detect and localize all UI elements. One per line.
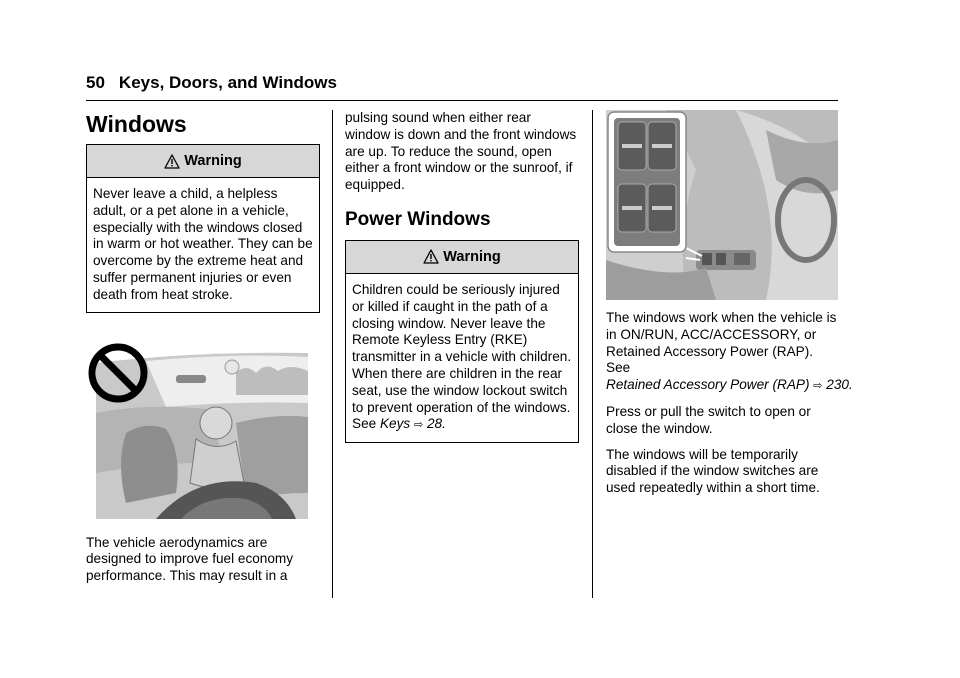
page-header xyxy=(86,71,838,101)
warning-label: Warning xyxy=(184,153,242,169)
warning-header xyxy=(87,145,319,178)
child-in-vehicle-illustration xyxy=(86,343,308,519)
switch-instructions-text: Press or pull the switch to open or close the window. xyxy=(606,403,811,436)
window-switches-illustration xyxy=(606,110,838,300)
windows-operation-text: The windows work when the vehicle is in ON/RUN, ACC/ACCESSORY, or Retained Accessory Power (RAP). See Retained Accessory Power (RAP) ⇨ 230. xyxy=(606,310,853,393)
column-1 xyxy=(86,110,320,585)
warning-text: Never leave a child, a helpless adult, or a pet alone in a vehicle, especially with the windows closed in warm or hot weather. They can be overcome by the extreme heat and suffer permanent injuries or even death from heat stroke. xyxy=(93,186,313,302)
warning-label: Warning xyxy=(443,248,501,265)
warning-box xyxy=(86,144,320,313)
temporary-disable-text: The windows will be temporarily disabled if the window switches are used repeatedly within a short time. xyxy=(606,446,820,496)
page-reference[interactable]: Retained Accessory Power (RAP) ⇨ 230. xyxy=(606,377,853,393)
warning-header xyxy=(346,241,578,274)
page-reference-arrow-icon: ⇨ xyxy=(413,419,424,432)
warning-box xyxy=(345,240,579,443)
column-divider xyxy=(332,110,333,598)
warning-text: Children could be seriously injured or killed if caught in the path of a closing window. Never leave the Remote Keyless Entry (RKE) transmitter in a vehicle with children. When there are children in the rear seat, use the window lockout switch to prevent operation of the windows. See Keys ⇨ 28. xyxy=(352,281,572,432)
column-divider xyxy=(592,110,593,598)
page-reference-arrow-icon: ⇨ xyxy=(813,380,823,393)
section-title-windows: Windows xyxy=(86,111,187,137)
chapter-title: Keys, Doors, and Windows xyxy=(118,73,337,92)
aerodynamics-text: The vehicle aerodynamics are designed to improve fuel economy performance. This may result in a xyxy=(86,534,294,584)
warning-triangle-icon xyxy=(423,249,439,264)
column-2 xyxy=(345,110,579,443)
page-number: 50 xyxy=(86,73,105,92)
page-reference[interactable]: Keys ⇨ 28. xyxy=(379,416,446,432)
warning-triangle-icon xyxy=(164,154,180,169)
continued-text: pulsing sound when either rear window is down and the front windows are up. To reduce the sound, open either a front window or the sunroof, if equipped. xyxy=(345,110,577,193)
section-title-power-windows: Power Windows xyxy=(345,208,491,230)
column-3 xyxy=(606,110,853,497)
